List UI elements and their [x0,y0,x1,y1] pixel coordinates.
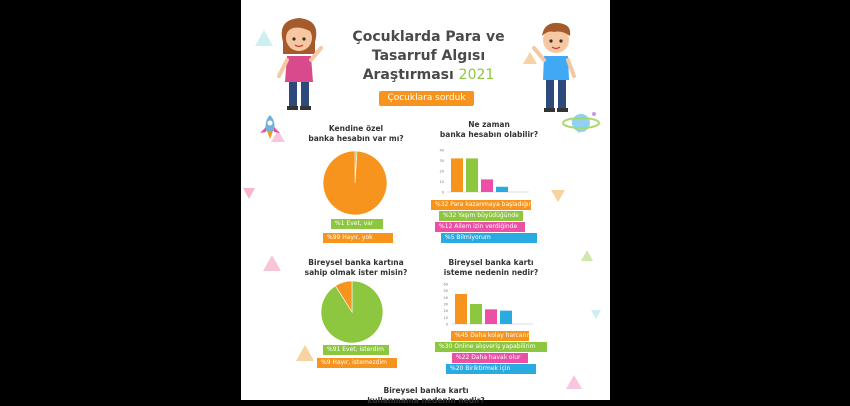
bar [451,158,463,192]
planet-icon [561,108,601,138]
chart-title-line: Ne zaman [468,120,510,129]
rocket-icon [256,113,284,141]
bar-chart [439,280,539,328]
chart-title-line: Kendine özel [328,124,384,133]
legend-label: %22 Daha havalı olur [452,353,528,363]
tick-label: 20 [443,309,448,314]
legend-label: %5 Bilmiyorum [441,233,537,243]
decor-triangle [296,345,314,361]
chart-title-line: Bireysel banka kartına [308,258,404,267]
badge-label: Çocuklara sorduk [379,91,474,106]
tick-label: 30 [443,302,448,307]
chart-title-line: sahip olmak ister misin? [304,268,408,277]
bar [466,158,478,192]
pie-chart [322,150,388,216]
decor-triangle [581,250,593,261]
bar [500,311,512,324]
legend-label: %9 Hayır, istemezdim [317,358,397,368]
title-line: Çocuklarda Para ve [352,29,505,45]
title-line: Tasarruf Algısı [371,48,486,64]
decor-triangle [263,255,281,271]
legend-label: %45 Daha kolay harcarım [451,331,529,341]
decor-triangle [566,375,582,389]
bar-chart [435,146,535,196]
decor-triangle [243,188,255,199]
footer-question [351,386,501,406]
boy-illustration-icon [526,16,586,116]
chart-title [304,124,408,144]
bar [481,179,493,192]
tick-label: 30 [439,159,444,163]
footer-question-line: Bireysel banka kartı [383,386,469,395]
chart-title-line: Bireysel banka kartı [448,258,534,267]
decor-triangle [551,190,565,202]
legend-label: %32 Para kazanmaya başladığımda [431,200,531,210]
chart-title [424,120,554,140]
title-year: 2021 [458,67,495,83]
tick-label: 0 [441,190,444,195]
tick-label: 0 [445,322,448,327]
legend-label: %91 Evet, isterdim [323,345,389,355]
footer-question-line: kullanmama nedenin nedir? [367,396,485,405]
tick-label: 50 [443,289,448,294]
bar [496,187,508,192]
tick-label: 10 [439,180,444,184]
title-text: Araştırması [362,67,454,83]
legend-label: %20 Biriktirmek için [446,364,536,374]
infographic-page [241,0,610,405]
tick-label: 40 [443,295,448,300]
page-title [341,28,516,85]
legend-label: %99 Hayır, yok [323,233,393,243]
legend-label: %32 Yaşım büyüdüğünde [439,211,523,221]
bar [485,309,497,324]
legend-label: %30 Online alışveriş yapabilirim [435,342,547,352]
bar [470,304,482,324]
bar [455,294,467,324]
tick-label: 60 [443,282,448,287]
legend-label: %1 Evet, var [331,219,383,229]
legend-label: %12 Ailem izin verdiğinde [435,222,525,232]
girl-illustration-icon [269,12,329,112]
tick-label: 10 [443,315,448,320]
pie-slice [323,151,387,215]
pie-chart [320,280,384,344]
tick-label: 20 [439,169,444,174]
title-line [341,66,516,85]
chart-title-line: banka hesabın var mı? [308,134,404,143]
tick-label: 40 [439,148,444,153]
chart-title-line: banka hesabın olabilir? [439,130,539,139]
chart-title [429,258,553,278]
decor-triangle [591,310,601,319]
chart-title [296,258,416,278]
chart-title-line: isteme nedenin nedir? [443,268,539,277]
